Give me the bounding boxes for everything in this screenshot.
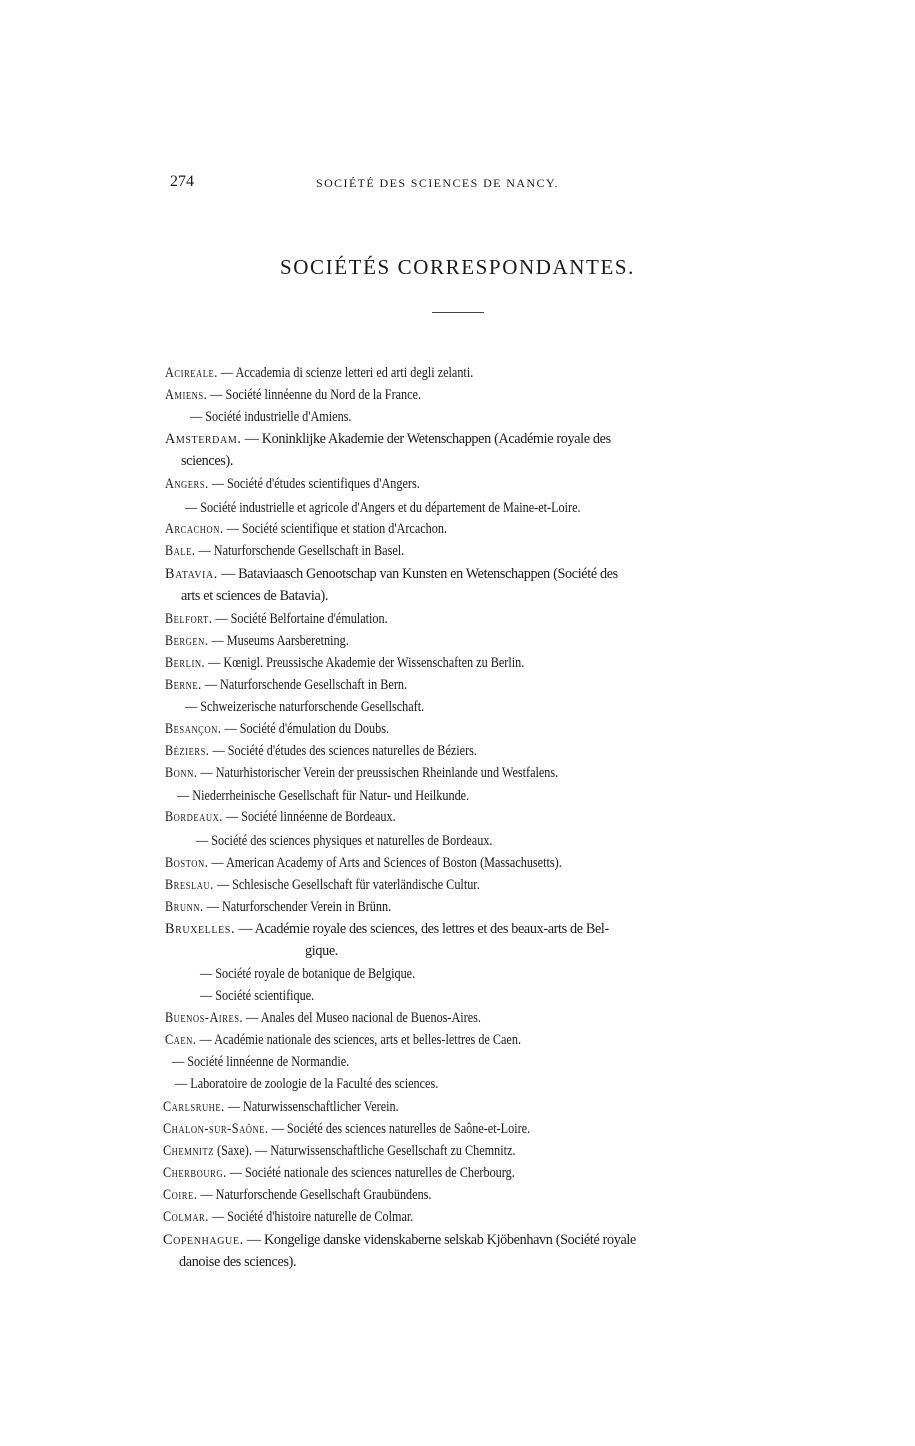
list-item xyxy=(165,674,407,696)
list-item xyxy=(165,762,558,784)
entry-text: — Kœnigl. Preussische Akademie der Wissenschaften zu Berlin. xyxy=(205,655,525,671)
entry-text: — Accademia di scienze letteri ed arti degli zelanti. xyxy=(217,365,474,381)
list-item xyxy=(165,896,391,918)
entry-text: — Société d'émulation du Doubs. xyxy=(221,721,390,737)
entry-city: Cherbourg. xyxy=(163,1165,227,1181)
entry-text: — Naturforschende Gesellschaft in Bern. xyxy=(201,677,408,693)
entry-text: — American Academy of Arts and Sciences of Boston (Massachusetts). xyxy=(208,855,562,871)
entry-text: (Saxe). — Naturwissenschaftliche Gesellschaft zu Chemnitz. xyxy=(213,1143,516,1159)
list-item xyxy=(163,1184,431,1206)
list-item xyxy=(165,563,847,608)
entry-city: Chemnitz xyxy=(163,1143,214,1159)
entry-city: Arcachon. xyxy=(165,521,224,537)
entry-text: — Société scientifique et station d'Arcachon. xyxy=(223,521,448,537)
entry-city: Béziers. xyxy=(165,743,210,759)
entry-city: Boston. xyxy=(165,855,209,871)
entry-city: Bruxelles. xyxy=(165,921,236,937)
entry-city: Brunn. xyxy=(165,899,204,915)
entry-city: Bordeaux. xyxy=(165,809,223,825)
entry-text: — Naturforschende Gesellschaft in Basel. xyxy=(195,543,405,559)
list-item xyxy=(163,1206,413,1228)
entry-text: — Naturforschender Verein in Brünn. xyxy=(203,899,392,915)
entry-city: Coire. xyxy=(163,1187,198,1203)
entry-text: — Société des sciences physiques et naturelles de Bordeaux. xyxy=(196,833,493,849)
list-item xyxy=(185,696,424,718)
entry-text: — Museums Aarsberetning. xyxy=(208,633,349,649)
entry-text: — Schweizerische naturforschende Gesellschaft. xyxy=(185,699,425,715)
list-item xyxy=(165,540,404,562)
entry-city: Copenhague. xyxy=(163,1232,244,1248)
list-item xyxy=(163,1118,530,1140)
list-item xyxy=(172,1051,349,1073)
entry-text: — Société industrielle d'Amiens. xyxy=(190,409,352,425)
list-item xyxy=(165,384,421,406)
entry-city: Berlin. xyxy=(165,655,206,671)
entry-text: — Naturhistorischer Verein der preussischen Rheinlande und Westfalens. xyxy=(197,765,559,781)
entry-text: — Naturwissenschaftlicher Verein. xyxy=(224,1099,399,1115)
entry-text: — Société d'histoire naturelle de Colmar. xyxy=(208,1209,414,1225)
list-item xyxy=(165,1029,521,1051)
entry-continuation: arts et sciences de Batavia). xyxy=(181,588,329,605)
entry-city: Caen. xyxy=(165,1032,197,1048)
entry-text: — Anales del Museo nacional de Buenos-Aires. xyxy=(243,1010,481,1026)
list-item xyxy=(175,1073,438,1095)
entry-text: — Société des sciences naturelles de Saône-et-Loire. xyxy=(268,1121,531,1137)
list-item xyxy=(165,473,420,495)
entry-city: Belfort. xyxy=(165,611,213,627)
entry-text: — Laboratoire de zoologie de la Faculté des sciences. xyxy=(175,1076,439,1092)
entry-continuation: danoise des sciences). xyxy=(179,1254,297,1271)
entry-text: — Société Belfortaine d'émulation. xyxy=(212,611,388,627)
entry-text: — Schlesische Gesellschaft für vaterländische Cultur. xyxy=(213,877,480,893)
list-item xyxy=(165,652,524,674)
list-item xyxy=(165,428,847,473)
entry-text: — Bataviaasch Genootschap van Kunsten en Wetenschappen (Société des xyxy=(217,566,618,582)
entry-city: Besançon. xyxy=(165,721,222,737)
entry-text: — Société d'études des sciences naturelles de Béziers. xyxy=(209,743,477,759)
entry-text: — Académie nationale des sciences, arts et belles-lettres de Caen. xyxy=(196,1032,522,1048)
entry-continuation: gique. xyxy=(305,943,338,960)
list-item xyxy=(163,1140,516,1162)
list-item xyxy=(185,497,581,519)
list-item xyxy=(165,918,847,963)
list-item xyxy=(200,985,314,1007)
page-number: 274 xyxy=(170,173,194,190)
running-head: SOCIÉTÉ DES SCIENCES DE NANCY. xyxy=(316,176,559,190)
entry-text: — Niederrheinische Gesellschaft für Natur- und Heilkunde. xyxy=(177,788,470,804)
entry-city: Breslau. xyxy=(165,877,214,893)
entry-city: Acireale. xyxy=(165,365,218,381)
list-item xyxy=(165,630,349,652)
list-item xyxy=(165,608,388,630)
list-item xyxy=(165,518,447,540)
entry-text: — Société scientifique. xyxy=(200,988,315,1004)
entry-city: Amiens. xyxy=(165,387,208,403)
entry-city: Chalon-sur-Saône. xyxy=(163,1121,269,1137)
list-item xyxy=(165,874,480,896)
entry-text: — Société linnéenne de Bordeaux. xyxy=(222,809,396,825)
entry-city: Amsterdam. xyxy=(165,431,242,447)
list-item xyxy=(163,1162,515,1184)
entry-text: — Kongelige danske videnskaberne selskab Kjöbenhavn (Société royale xyxy=(243,1232,636,1248)
list-item xyxy=(200,963,415,985)
section-title: SOCIÉTÉS CORRESPONDANTES. xyxy=(279,255,636,279)
entry-text: — Académie royale des sciences, des lettres et des beaux-arts de Bel- xyxy=(235,921,609,937)
list-item xyxy=(165,852,562,874)
list-item xyxy=(165,718,389,740)
list-item xyxy=(165,740,477,762)
list-item xyxy=(165,1007,481,1029)
entry-text: — Société nationale des sciences naturelles de Cherbourg. xyxy=(226,1165,515,1181)
entry-city: Batavia. xyxy=(165,566,218,582)
entry-city: Bonn. xyxy=(165,765,198,781)
entry-text: — Société royale de botanique de Belgique. xyxy=(200,966,416,982)
list-item xyxy=(163,1229,845,1274)
title-divider xyxy=(432,312,484,313)
entry-city: Colmar. xyxy=(163,1209,209,1225)
entry-city: Carlsruhe. xyxy=(163,1099,225,1115)
entry-text: — Naturforschende Gesellschaft Graubündens. xyxy=(197,1187,432,1203)
entry-text: — Société d'études scientifiques d'Angers. xyxy=(208,476,420,492)
list-item xyxy=(196,830,492,852)
entry-text: — Société industrielle et agricole d'Angers et du département de Maine-et-Loire. xyxy=(185,500,581,516)
list-item xyxy=(165,806,396,828)
entry-city: Bergen. xyxy=(165,633,209,649)
entry-continuation: sciences). xyxy=(181,453,234,470)
list-item xyxy=(190,406,351,428)
list-item xyxy=(165,362,473,384)
entry-text: — Koninklijke Akademie der Wetenschappen (Académie royale des xyxy=(241,431,611,447)
entry-city: Buenos-Aires. xyxy=(165,1010,244,1026)
entry-city: Angers. xyxy=(165,476,209,492)
entry-city: Bale. xyxy=(165,543,196,559)
list-item xyxy=(177,785,469,807)
entry-text: — Société linnéenne du Nord de la France. xyxy=(207,387,422,403)
entry-city: Berne. xyxy=(165,677,202,693)
list-item xyxy=(163,1096,399,1118)
entry-text: — Société linnéenne de Normandie. xyxy=(172,1054,350,1070)
